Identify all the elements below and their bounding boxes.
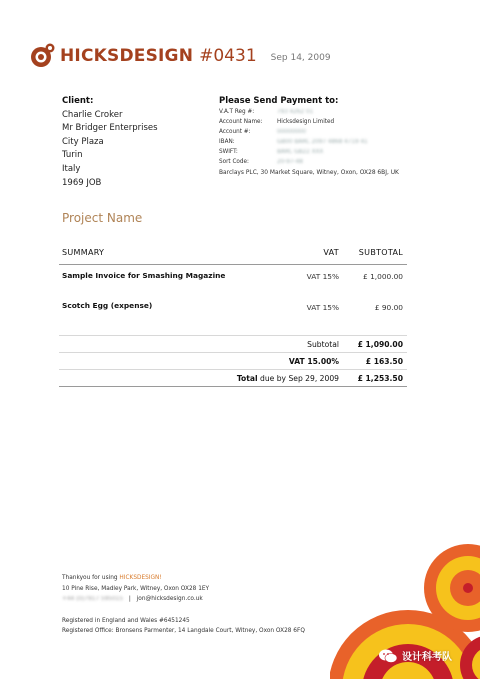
payment-row — [219, 107, 419, 117]
subtotal-row — [59, 336, 407, 352]
payment-row — [219, 127, 419, 137]
total-label-due: due by Sep 29, 2009 — [257, 373, 339, 383]
item-description: Sample Invoice for Smashing Magazine — [62, 271, 226, 280]
contact-separator: | — [128, 596, 131, 602]
payment-row — [219, 117, 419, 127]
invoice-footer — [62, 573, 305, 637]
total-value: £ 1,253.50 — [357, 373, 403, 383]
client-block — [62, 95, 158, 190]
payment-key: SWIFT: — [219, 149, 238, 155]
footer-email[interactable]: jon@hicksdesign.co.uk — [136, 596, 203, 602]
payment-row — [219, 137, 419, 147]
payment-block — [219, 95, 419, 178]
payment-value-redacted: GB00 BARC 2097 4868 4719 41 — [277, 139, 368, 145]
thanks-text: Thankyou for using — [62, 575, 120, 581]
payment-label: Please Send Payment to: — [219, 96, 339, 106]
vat-total-value: £ 163.50 — [365, 356, 403, 366]
payment-key: V.A.T Reg #: — [219, 109, 255, 115]
thanks-brand: HICKSDESIGN! — [119, 575, 162, 581]
payment-value-redacted: 00000000 — [277, 129, 306, 135]
payment-value-redacted: 793 4262 01 — [277, 109, 314, 115]
payment-key: Account #: — [219, 129, 251, 135]
invoice-table — [59, 240, 407, 387]
client-line: Mr Bridger Enterprises — [62, 123, 158, 134]
item-amount: £ 90.00 — [374, 303, 403, 312]
payment-value: Hicksdesign Limited — [277, 119, 335, 125]
registered-office: Registered Office: Bronsens Parmenter, 14 Langdale Court, Witney, Oxon OX28 6FQ — [62, 628, 305, 634]
table-header — [59, 240, 407, 264]
payment-row — [219, 147, 419, 157]
item-vat: VAT 15% — [306, 272, 339, 281]
total-divider — [59, 386, 407, 387]
vat-total-label: VAT 15.00% — [288, 356, 339, 366]
client-line: Italy — [62, 163, 81, 174]
total-label-bold: Total — [236, 373, 258, 383]
client-line: City Plaza — [62, 136, 104, 147]
item-vat: VAT 15% — [306, 303, 339, 312]
total-label — [59, 374, 353, 383]
phone-redacted: +44 (0)7917 595015 — [62, 596, 124, 602]
table-row — [59, 295, 407, 325]
footer-address: 10 Pine Rise, Madley Park, Witney, Oxon OX28 1EY — [62, 585, 210, 592]
client-line: Charlie Croker — [62, 109, 123, 120]
item-amount: £ 1,000.00 — [363, 272, 403, 281]
invoice-date: Sep 14, 2009 — [270, 52, 331, 63]
wechat-icon — [378, 649, 398, 663]
item-description: Scotch Egg (expense) — [62, 301, 153, 310]
registration-number: Registered in England and Wales #6451245 — [62, 617, 190, 624]
invoice-number: #0431 — [199, 46, 257, 66]
bank-address: Barclays PLC, 30 Market Square, Witney, Oxon, OX28 6BJ, UK — [219, 170, 399, 176]
total-row — [59, 370, 407, 386]
watermark-badge — [378, 648, 452, 663]
hicksdesign-logo-icon — [30, 43, 56, 69]
table-row — [59, 265, 407, 295]
payment-key: Sort Code: — [219, 159, 249, 165]
vat-row — [59, 353, 407, 369]
subtotal-header: SUBTOTAL — [358, 247, 403, 257]
project-name: Project Name — [62, 211, 143, 225]
payment-value-redacted: 20-97-48 — [277, 159, 303, 165]
payment-value-redacted: BARC GB22 XXX — [277, 149, 324, 155]
summary-header: SUMMARY — [62, 247, 105, 257]
contact-line — [62, 594, 305, 605]
payment-key: Account Name: — [219, 119, 263, 125]
subtotal-label: Subtotal — [307, 339, 339, 349]
brand-name: HICKSDESIGN — [60, 46, 194, 66]
client-label: Client: — [62, 96, 94, 106]
invoice-header — [30, 38, 331, 74]
payment-row — [219, 157, 419, 167]
subtotal-value: £ 1,090.00 — [357, 339, 403, 349]
payment-key: IBAN: — [219, 139, 235, 145]
watermark-text: 设计科考队 — [402, 652, 452, 663]
vat-header: VAT — [323, 247, 339, 257]
client-line: 1969 JOB — [62, 177, 102, 188]
client-line: Turin — [62, 150, 83, 161]
thanks-line — [62, 573, 305, 584]
